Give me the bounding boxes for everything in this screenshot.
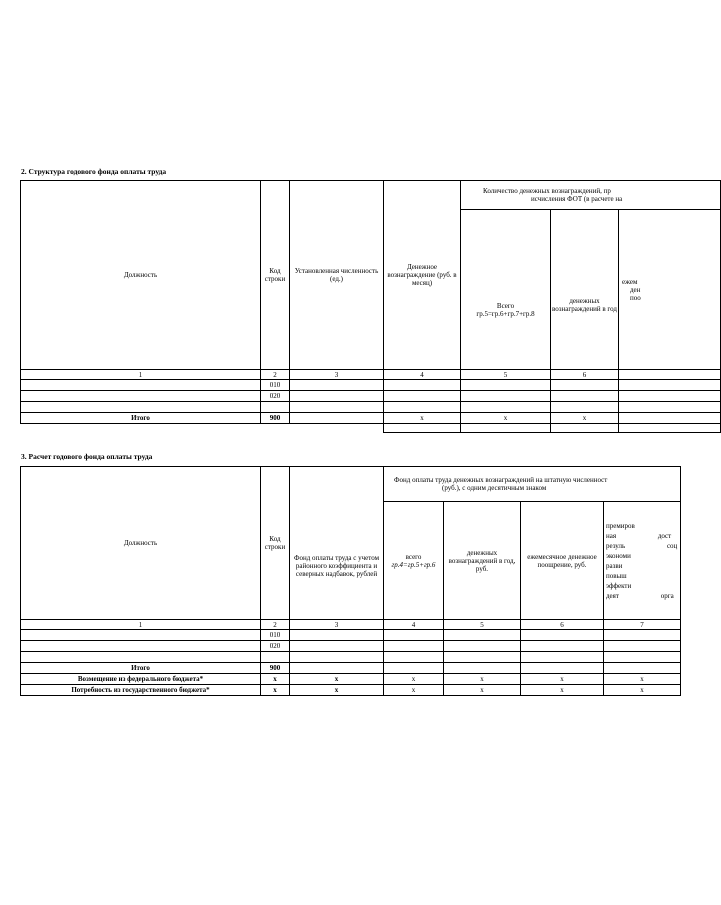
position-cell[interactable] <box>21 652 261 663</box>
data-cell[interactable] <box>384 652 444 663</box>
table-row <box>21 402 721 413</box>
state-budget-row <box>21 685 681 696</box>
x-cell: x <box>384 674 444 685</box>
code-cell <box>261 402 290 413</box>
x-cell: x <box>444 685 521 696</box>
col-number: 5 <box>461 370 551 380</box>
data-cell[interactable] <box>461 380 551 391</box>
x-cell: x <box>384 685 444 696</box>
section-2-table <box>20 180 721 433</box>
data-cell[interactable] <box>290 391 384 402</box>
data-cell[interactable] <box>521 652 604 663</box>
col-header-monthly-bonus <box>619 210 721 370</box>
data-cell[interactable] <box>551 380 619 391</box>
data-cell[interactable] <box>521 630 604 641</box>
col-number: 2 <box>261 370 290 380</box>
data-cell[interactable] <box>521 663 604 674</box>
state-budget-label: Потребность из государственного бюджета* <box>21 685 261 696</box>
x-cell: x <box>290 674 384 685</box>
code-cell: 010 <box>261 380 290 391</box>
group-header-line-2: (руб.), с одним десятичным знаком <box>442 484 547 492</box>
data-cell[interactable] <box>384 391 461 402</box>
x-cell: x <box>261 685 290 696</box>
data-cell[interactable] <box>551 402 619 413</box>
col-number: 4 <box>384 620 444 630</box>
data-cell[interactable] <box>521 641 604 652</box>
position-cell[interactable] <box>21 402 261 413</box>
x-cell: x <box>384 413 461 424</box>
data-cell[interactable] <box>444 641 521 652</box>
fund-label: Фонд оплаты труда с учетом районного коэффициента и северных надбавок, рублей <box>293 553 380 578</box>
col-number: 1 <box>21 620 261 630</box>
x-cell: x <box>551 413 619 424</box>
data-cell[interactable] <box>290 380 384 391</box>
data-cell[interactable] <box>384 380 461 391</box>
x-cell: x <box>521 674 604 685</box>
federal-budget-row <box>21 674 681 685</box>
data-cell[interactable] <box>619 380 721 391</box>
col-header-monthly-bonus: ежемесячное денежное поощрение, руб. <box>521 502 604 620</box>
col-header-code: Код строки <box>261 467 290 620</box>
total-formula: гр.4=гр.5+гр.6 <box>391 560 436 569</box>
x-cell: x <box>604 685 681 696</box>
data-cell[interactable] <box>444 663 521 674</box>
section-3-heading: 3. Расчет годового фонда оплаты труда <box>21 452 153 461</box>
column-number-row <box>21 370 721 380</box>
data-cell[interactable] <box>290 413 384 424</box>
data-cell[interactable] <box>551 391 619 402</box>
col-number: 3 <box>290 370 384 380</box>
col-group-header <box>461 181 721 210</box>
x-cell: x <box>444 674 521 685</box>
col-number: 6 <box>521 620 604 630</box>
table-row <box>21 391 721 402</box>
x-cell: x <box>290 685 384 696</box>
total-label: Итого <box>21 413 261 424</box>
federal-budget-label: Возмещение из федерального бюджета* <box>21 674 261 685</box>
total-row <box>21 663 681 674</box>
position-cell[interactable] <box>21 380 261 391</box>
data-cell[interactable] <box>604 652 681 663</box>
total-label: Всего <box>496 301 515 310</box>
col-header-position: Должность <box>21 181 261 370</box>
col-number: 2 <box>261 620 290 630</box>
data-cell[interactable] <box>290 663 384 674</box>
data-cell[interactable] <box>290 630 384 641</box>
table-row <box>21 630 681 641</box>
data-cell[interactable] <box>619 413 721 424</box>
data-cell[interactable] <box>551 424 619 433</box>
section-2-table-wrapper <box>20 180 640 435</box>
column-number-row <box>21 620 681 630</box>
data-cell[interactable] <box>461 402 551 413</box>
group-header-line-1: Количество денежных вознаграждений, пр <box>483 187 611 195</box>
col-header-rewards-per-year: денежных вознаграждений в год <box>551 210 619 370</box>
data-cell[interactable] <box>384 402 461 413</box>
data-cell[interactable] <box>384 630 444 641</box>
data-cell[interactable] <box>384 424 461 433</box>
col7-line-3: поо <box>630 294 641 302</box>
table-row <box>21 380 721 391</box>
col-number <box>619 370 721 380</box>
group-header-line-1: Фонд оплаты труда денежных вознаграждений на штатную численност <box>394 476 608 484</box>
code-cell: 020 <box>261 641 290 652</box>
data-cell[interactable] <box>619 402 721 413</box>
extra-row <box>21 424 721 433</box>
total-label: Итого <box>21 663 261 674</box>
code-cell <box>261 652 290 663</box>
col-header-monthly-reward: Денежное вознаграждение (руб. в месяц) <box>384 181 461 370</box>
code-cell: 020 <box>261 391 290 402</box>
col-header-position: Должность <box>21 467 261 620</box>
data-cell[interactable] <box>290 402 384 413</box>
data-cell[interactable] <box>619 424 721 433</box>
col7-line-2: ден <box>630 286 641 294</box>
data-cell[interactable] <box>290 641 384 652</box>
col-number: 3 <box>290 620 384 630</box>
col-number: 7 <box>604 620 681 630</box>
data-cell[interactable] <box>384 663 444 674</box>
total-formula: гр.5=гр.6+гр.7+гр.8 <box>476 309 535 318</box>
x-cell: x <box>604 674 681 685</box>
position-cell[interactable] <box>21 391 261 402</box>
data-cell[interactable] <box>384 641 444 652</box>
col-header-total <box>384 502 444 620</box>
col-header-code: Код строки <box>261 181 290 370</box>
section-2-heading: 2. Структура годового фонда оплаты труда <box>21 167 167 176</box>
col-header-headcount: Установленная численность (ед.) <box>290 181 384 370</box>
table-row <box>21 641 681 652</box>
data-cell[interactable] <box>619 391 721 402</box>
col7-line-1: ежем <box>622 278 638 286</box>
group-header-line-2: исчисления ФОТ (в расчете на <box>531 195 623 203</box>
data-cell[interactable] <box>461 424 551 433</box>
x-cell: x <box>261 674 290 685</box>
table-row <box>21 652 681 663</box>
section-3-table-wrapper <box>20 466 678 701</box>
x-cell: x <box>521 685 604 696</box>
data-cell[interactable] <box>290 652 384 663</box>
section-3-table <box>20 466 681 696</box>
data-cell[interactable] <box>604 641 681 652</box>
col-header-total <box>461 210 551 370</box>
x-cell: x <box>461 413 551 424</box>
total-code: 900 <box>261 413 290 424</box>
col-group-header <box>384 467 681 502</box>
col-number: 1 <box>21 370 261 380</box>
data-cell[interactable] <box>444 652 521 663</box>
col-header-rewards-per-year: денежных вознаграждений в год, руб. <box>444 502 521 620</box>
total-code: 900 <box>261 663 290 674</box>
total-label: всего <box>405 552 422 561</box>
data-cell[interactable] <box>444 630 521 641</box>
position-cell[interactable] <box>21 630 261 641</box>
col-header-fund <box>290 467 384 620</box>
total-row <box>21 413 721 424</box>
data-cell[interactable] <box>461 391 551 402</box>
col-number: 4 <box>384 370 461 380</box>
data-cell[interactable] <box>604 630 681 641</box>
position-cell[interactable] <box>21 641 261 652</box>
col-header-premium: премиров ная дост резуль соц экономи разви повыш эффекти деят орга <box>604 502 681 620</box>
code-cell: 010 <box>261 630 290 641</box>
data-cell[interactable] <box>604 663 681 674</box>
col-number: 5 <box>444 620 521 630</box>
col-number: 6 <box>551 370 619 380</box>
